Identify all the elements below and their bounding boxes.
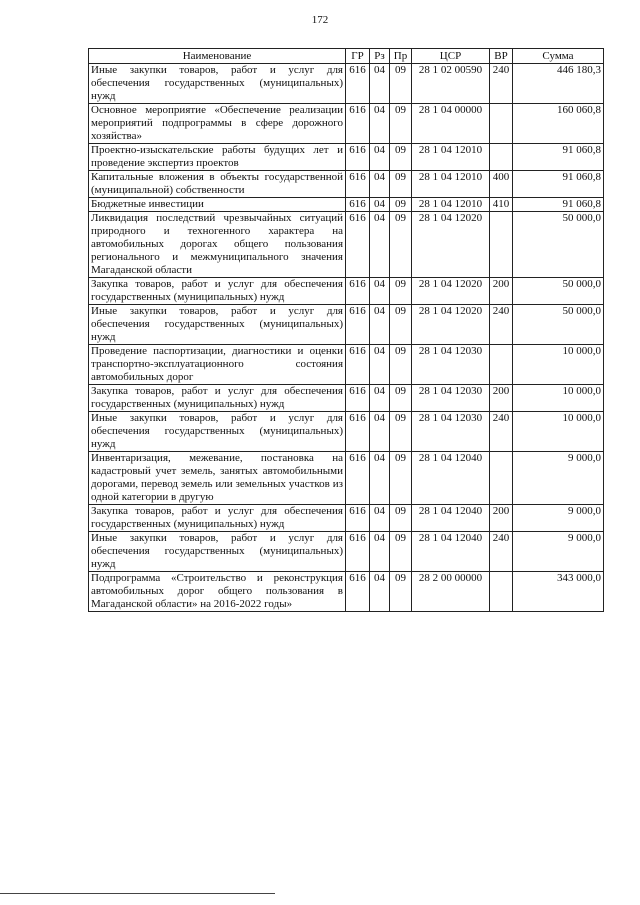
row-csr-cell: 28 1 04 12040 — [412, 452, 490, 505]
row-rz-cell: 04 — [370, 345, 390, 385]
header-rz: Рз — [370, 49, 390, 64]
row-sum-cell: 9 000,0 — [513, 532, 604, 572]
row-rz-cell: 04 — [370, 385, 390, 412]
row-rz-cell: 04 — [370, 572, 390, 612]
row-rz-cell: 04 — [370, 305, 390, 345]
table-row — [89, 572, 604, 612]
table-row — [89, 144, 604, 171]
header-gr: ГР — [346, 49, 370, 64]
row-csr-cell: 28 1 04 12040 — [412, 505, 490, 532]
row-vr-cell: 200 — [490, 505, 513, 532]
row-pr-cell: 09 — [390, 412, 412, 452]
row-rz-cell: 04 — [370, 412, 390, 452]
row-rz-cell: 04 — [370, 144, 390, 171]
row-name-cell: Иные закупки товаров, работ и услуг для обеспечения государственных (муниципальных) нужд — [89, 532, 346, 572]
row-sum-cell: 160 060,8 — [513, 104, 604, 144]
row-gr-cell: 616 — [346, 452, 370, 505]
row-sum-cell: 50 000,0 — [513, 305, 604, 345]
row-csr-cell: 28 1 04 12020 — [412, 278, 490, 305]
row-name-cell: Иные закупки товаров, работ и услуг для обеспечения государственных (муниципальных) нужд — [89, 64, 346, 104]
row-csr-cell: 28 1 04 00000 — [412, 104, 490, 144]
row-rz-cell: 04 — [370, 452, 390, 505]
header-sum: Сумма — [513, 49, 604, 64]
row-sum-cell: 10 000,0 — [513, 385, 604, 412]
header-pr: Пр — [390, 49, 412, 64]
table-header-row — [89, 49, 604, 64]
row-pr-cell: 09 — [390, 278, 412, 305]
row-vr-cell: 240 — [490, 412, 513, 452]
row-csr-cell: 28 1 04 12010 — [412, 198, 490, 212]
table-row — [89, 385, 604, 412]
row-name-cell: Закупка товаров, работ и услуг для обеспечения государственных (муниципальных) нужд — [89, 385, 346, 412]
row-name-cell: Иные закупки товаров, работ и услуг для обеспечения государственных (муниципальных) нужд — [89, 305, 346, 345]
row-rz-cell: 04 — [370, 212, 390, 278]
row-gr-cell: 616 — [346, 171, 370, 198]
table-row — [89, 532, 604, 572]
row-vr-cell: 200 — [490, 278, 513, 305]
table-row — [89, 452, 604, 505]
row-pr-cell: 09 — [390, 171, 412, 198]
row-csr-cell: 28 1 04 12040 — [412, 532, 490, 572]
row-pr-cell: 09 — [390, 345, 412, 385]
row-vr-cell — [490, 572, 513, 612]
table-row — [89, 505, 604, 532]
row-vr-cell — [490, 345, 513, 385]
row-gr-cell: 616 — [346, 64, 370, 104]
row-gr-cell: 616 — [346, 572, 370, 612]
table-row — [89, 64, 604, 104]
header-vr: ВР — [490, 49, 513, 64]
row-rz-cell: 04 — [370, 532, 390, 572]
row-csr-cell: 28 1 04 12030 — [412, 345, 490, 385]
row-sum-cell: 343 000,0 — [513, 572, 604, 612]
row-name-cell: Проектно-изыскательские работы будущих лет и проведение экспертиз проектов — [89, 144, 346, 171]
row-sum-cell: 9 000,0 — [513, 505, 604, 532]
table-row — [89, 198, 604, 212]
row-vr-cell: 400 — [490, 171, 513, 198]
row-csr-cell: 28 1 04 12020 — [412, 305, 490, 345]
row-sum-cell: 91 060,8 — [513, 144, 604, 171]
row-pr-cell: 09 — [390, 212, 412, 278]
page-number: 172 — [311, 14, 329, 26]
header-name: Наименование — [89, 49, 346, 64]
footnote-divider — [0, 893, 275, 894]
row-gr-cell: 616 — [346, 104, 370, 144]
row-csr-cell: 28 1 04 12030 — [412, 412, 490, 452]
row-pr-cell: 09 — [390, 144, 412, 171]
row-sum-cell: 91 060,8 — [513, 171, 604, 198]
table-row — [89, 278, 604, 305]
row-gr-cell: 616 — [346, 144, 370, 171]
row-pr-cell: 09 — [390, 104, 412, 144]
table-row — [89, 412, 604, 452]
row-vr-cell: 240 — [490, 305, 513, 345]
row-vr-cell: 240 — [490, 64, 513, 104]
row-name-cell: Бюджетные инвестиции — [89, 198, 346, 212]
row-pr-cell: 09 — [390, 505, 412, 532]
row-vr-cell: 410 — [490, 198, 513, 212]
row-csr-cell: 28 2 00 00000 — [412, 572, 490, 612]
row-vr-cell: 200 — [490, 385, 513, 412]
row-gr-cell: 616 — [346, 505, 370, 532]
row-pr-cell: 09 — [390, 452, 412, 505]
row-pr-cell: 09 — [390, 572, 412, 612]
row-gr-cell: 616 — [346, 532, 370, 572]
table-row — [89, 104, 604, 144]
table-row — [89, 212, 604, 278]
row-pr-cell: 09 — [390, 385, 412, 412]
row-vr-cell: 240 — [490, 532, 513, 572]
row-rz-cell: 04 — [370, 171, 390, 198]
row-csr-cell: 28 1 04 12010 — [412, 144, 490, 171]
row-name-cell: Закупка товаров, работ и услуг для обеспечения государственных (муниципальных) нужд — [89, 278, 346, 305]
budget-table — [88, 48, 604, 612]
row-name-cell: Основное мероприятие «Обеспечение реализации мероприятий подпрограммы в сфере дорожного хозяйства» — [89, 104, 346, 144]
row-sum-cell: 50 000,0 — [513, 278, 604, 305]
row-gr-cell: 616 — [346, 412, 370, 452]
table-body — [89, 64, 604, 612]
row-name-cell: Закупка товаров, работ и услуг для обеспечения государственных (муниципальных) нужд — [89, 505, 346, 532]
row-pr-cell: 09 — [390, 305, 412, 345]
row-sum-cell: 10 000,0 — [513, 345, 604, 385]
row-gr-cell: 616 — [346, 345, 370, 385]
row-sum-cell: 446 180,3 — [513, 64, 604, 104]
row-name-cell: Проведение паспортизации, диагностики и оценки транспортно-эксплуатационного состояния автомобильных дорог — [89, 345, 346, 385]
row-gr-cell: 616 — [346, 198, 370, 212]
row-pr-cell: 09 — [390, 64, 412, 104]
row-csr-cell: 28 1 04 12010 — [412, 171, 490, 198]
row-vr-cell — [490, 104, 513, 144]
row-rz-cell: 04 — [370, 198, 390, 212]
row-name-cell: Ликвидация последствий чрезвычайных ситуаций природного и техногенного характера на автомобильных дорогах общего пользования регионального и межмуниципального значения Магаданской области — [89, 212, 346, 278]
row-gr-cell: 616 — [346, 212, 370, 278]
row-pr-cell: 09 — [390, 198, 412, 212]
row-gr-cell: 616 — [346, 305, 370, 345]
table-row — [89, 305, 604, 345]
row-pr-cell: 09 — [390, 532, 412, 572]
row-name-cell: Иные закупки товаров, работ и услуг для обеспечения государственных (муниципальных) нужд — [89, 412, 346, 452]
row-name-cell: Подпрограмма «Строительство и реконструкция автомобильных дорог общего пользования в Магаданской области» на 2016-2022 годы» — [89, 572, 346, 612]
row-gr-cell: 616 — [346, 278, 370, 305]
row-sum-cell: 91 060,8 — [513, 198, 604, 212]
header-csr: ЦСР — [412, 49, 490, 64]
row-vr-cell — [490, 212, 513, 278]
row-name-cell: Инвентаризация, межевание, постановка на кадастровый учет земель, занятых автомобильными дорогами, перевод земель или земельных участков из одной категории в другую — [89, 452, 346, 505]
row-rz-cell: 04 — [370, 104, 390, 144]
row-csr-cell: 28 1 04 12020 — [412, 212, 490, 278]
row-vr-cell — [490, 144, 513, 171]
row-rz-cell: 04 — [370, 64, 390, 104]
row-sum-cell: 50 000,0 — [513, 212, 604, 278]
row-csr-cell: 28 1 04 12030 — [412, 385, 490, 412]
row-sum-cell: 10 000,0 — [513, 412, 604, 452]
table-row — [89, 345, 604, 385]
row-rz-cell: 04 — [370, 505, 390, 532]
row-csr-cell: 28 1 02 00590 — [412, 64, 490, 104]
row-gr-cell: 616 — [346, 385, 370, 412]
row-rz-cell: 04 — [370, 278, 390, 305]
table-row — [89, 171, 604, 198]
row-name-cell: Капитальные вложения в объекты государственной (муниципальной) собственности — [89, 171, 346, 198]
row-sum-cell: 9 000,0 — [513, 452, 604, 505]
row-vr-cell — [490, 452, 513, 505]
